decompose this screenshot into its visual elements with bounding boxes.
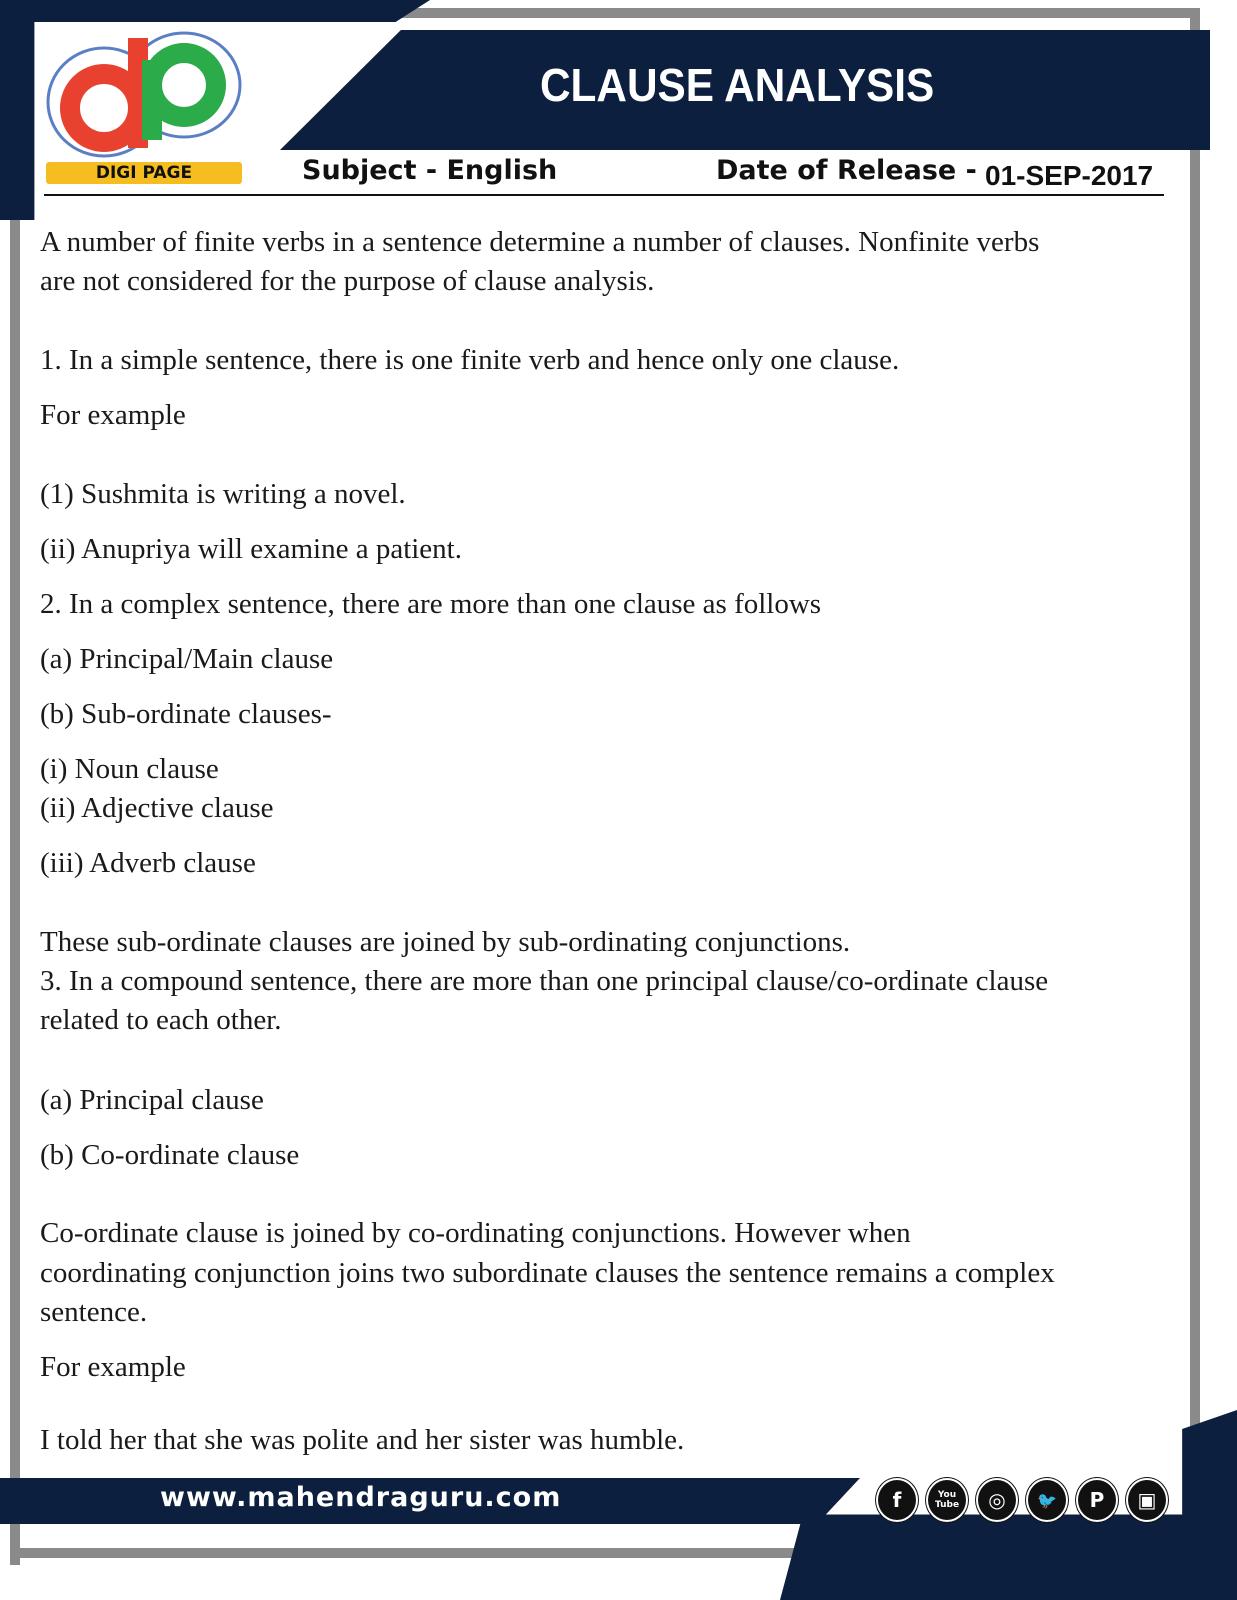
website-link[interactable]: www.mahendraguru.com: [160, 1482, 562, 1513]
text-line: Co-ordinate clause is joined by co-ordinating conjunctions. However when: [40, 1217, 911, 1249]
youtube-icon[interactable]: You Tube: [926, 1478, 968, 1522]
text-line: are not considered for the purpose of clause analysis.: [40, 265, 655, 297]
text-line: (b) Co-ordinate clause: [40, 1139, 300, 1171]
text-line: (i) Noun clause: [40, 753, 219, 785]
frame-bottom: [10, 1548, 810, 1558]
date-label: Date of Release -: [716, 155, 977, 186]
text-line: (a) Principal/Main clause: [40, 643, 334, 675]
twitter-icon[interactable]: 🐦: [1026, 1478, 1068, 1522]
text-line: (1) Sushmita is writing a novel.: [40, 478, 406, 510]
pinterest-icon[interactable]: P: [1076, 1478, 1118, 1522]
text-line: (iii) Adverb clause: [40, 847, 256, 879]
subject-label: Subject - English: [302, 155, 558, 186]
text-line: (ii) Adjective clause: [40, 792, 274, 824]
text-line: (ii) Anupriya will examine a patient.: [40, 533, 462, 565]
text-line: (b) Sub-ordinate clauses-: [40, 698, 332, 730]
frame-right: [1190, 8, 1200, 1428]
text-line: coordinating conjunction joins two subordinate clauses the sentence remains a complex: [40, 1257, 1055, 1289]
logo-label: DIGI PAGE: [46, 162, 242, 184]
text-line: A number of finite verbs in a sentence determine a number of clauses. Nonfinite verbs: [40, 226, 1040, 258]
social-icons: [876, 1478, 1168, 1522]
text-line: For example: [40, 399, 186, 431]
text-line: These sub-ordinate clauses are joined by sub-ordinating conjunctions.: [40, 926, 851, 958]
facebook-icon[interactable]: f: [876, 1478, 918, 1522]
instagram-icon[interactable]: ◎: [976, 1478, 1018, 1522]
text-line: related to each other.: [40, 1004, 282, 1036]
text-line: 3. In a compound sentence, there are more than one principal clause/co-ordinate clause: [40, 965, 1049, 997]
text-line: 1. In a simple sentence, there is one finite verb and hence only one clause.: [40, 344, 900, 376]
android-icon[interactable]: ▣: [1126, 1478, 1168, 1522]
frame-top: [400, 8, 1200, 18]
release-date: 01-SEP-2017: [985, 160, 1154, 191]
header-divider: [44, 194, 1164, 196]
text-line: I told her that she was polite and her sister was humble.: [40, 1424, 685, 1456]
text-line: sentence.: [40, 1296, 148, 1328]
text-line: 2. In a complex sentence, there are more than one clause as follows: [40, 588, 822, 620]
text-line: (a) Principal clause: [40, 1084, 264, 1116]
digi-page-logo: [44, 30, 244, 190]
page-title: CLAUSE ANALYSIS: [540, 59, 935, 111]
frame-left: [10, 200, 20, 1565]
text-line: For example: [40, 1351, 186, 1383]
